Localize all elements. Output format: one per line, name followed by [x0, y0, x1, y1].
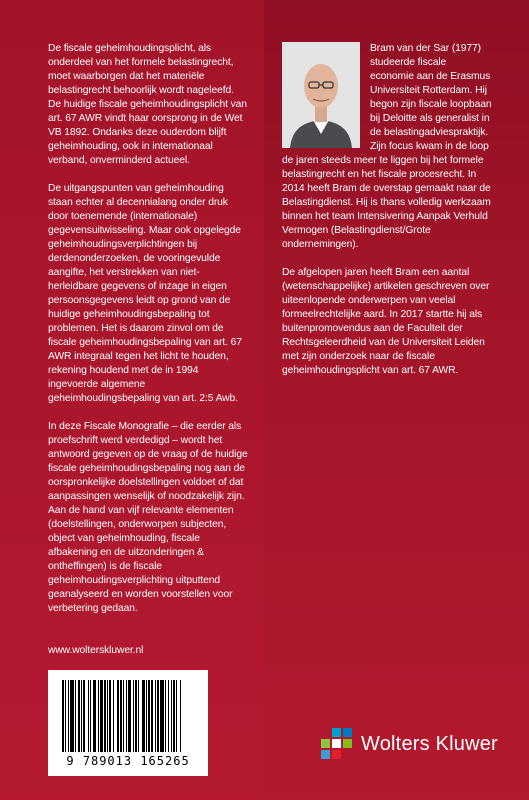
wolters-kluwer-logo-icon: [321, 728, 353, 760]
barcode-gap: [181, 680, 183, 752]
summary-paragraph-2: De uitgangspunten van geheimhouding staan echter al decennialang onder druk door toenemende (internationale) gegevensuitwisseling. Maar ook opgelegde geheimhoudingsverplichtingen bij derdenonderzoeken, de vooringevulde aangifte, het verstrekken van niet-herleidbare gegevens of inzage in eigen persoonsgegevens leidt op grond van de huidige geheimhoudingsbepaling tot problemen. Het is daarom zinvol om de fiscale geheimhoudingsbepaling van art. 67 AWR integraal tegen het licht te houden, rekening houdend met de in 1994 ingevoerde algemene geheimhoudingsbepaling van art. 2:5 Awb.: [48, 183, 242, 404]
author-bio: [282, 42, 492, 392]
brand-name: Wolters Kluwer: [361, 732, 498, 755]
summary-paragraph-3: In deze Fiscale Monografie – die eerder als proefschrift werd verdedigd – wordt het antwoord gegeven op de vraag of de huidige fiscale geheimhoudingsbepaling nog aan de oorspronkelijke doelstellingen voldoet of dat aanpassingen wenselijk of noodzakelijk zijn. Aan de hand van vijf relevante elementen (doelstellingen, onderworpen subjecten, object van geheimhouding, fiscale afbakening en de uitzonderingen & ontheffingen) is de fiscale geheimhoudingsverplichting uitputtend geanalyseerd en worden voorstellen voor verbetering gedaan.: [48, 421, 248, 614]
website-link[interactable]: www.wolterskluwer.nl: [48, 645, 144, 656]
summary-text: [48, 42, 248, 630]
summary-paragraph-1: De fiscale geheimhoudingsplicht, als onderdeel van het formele belastingrecht, moet waarborgen dat het materiële belastingrecht behoorlijk wordt nageleefd. De huidige fiscale geheimhoudingsplicht van art. 67 AWR vindt haar oorsprong in de Wet VB 1892. Ondanks deze ouderdom blijft geheimhouding, ook in internationaal verband, onverminderd actueel.: [48, 43, 247, 166]
barcode: [48, 670, 208, 776]
publisher-brand: [321, 728, 498, 760]
isbn-number: 9 789013 165265: [66, 754, 190, 768]
bio-paragraph-2: De afgelopen jaren heeft Bram een aantal (wetenschappelijke) artikelen geschreven over uiteenlopende onderwerpen van veelal formeelrechtelijke aard. In 2017 startte hij als buitenpromovendus aan de Faculteit der Rechtsgeleerdheid van de Universiteit Leiden met zijn onderzoek naar de fiscale geheimhoudingsplicht van art. 67 AWR.: [282, 267, 490, 376]
author-photo: [282, 42, 360, 148]
barcode-bars: [62, 680, 200, 752]
bio-paragraph-1: Bram van der Sar (1977) studeerde fiscale economie aan de Erasmus Universiteit Rotterdam. Hij begon zijn fiscale loopbaan bij Deloitte als generalist in de belastingadviespraktijk. Zijn focus kwam in de loop de jaren steeds meer te liggen bij het formele belastingrecht en het fiscale procesrecht. In 2014 heeft Bram de overstap gemaakt naar de Belastingdienst. Hij is thans volledig werkzaam binnen het team Intensivering Aanpak Verhuld Vermogen (Belastingdienst/Grote ondernemingen).: [282, 43, 492, 250]
